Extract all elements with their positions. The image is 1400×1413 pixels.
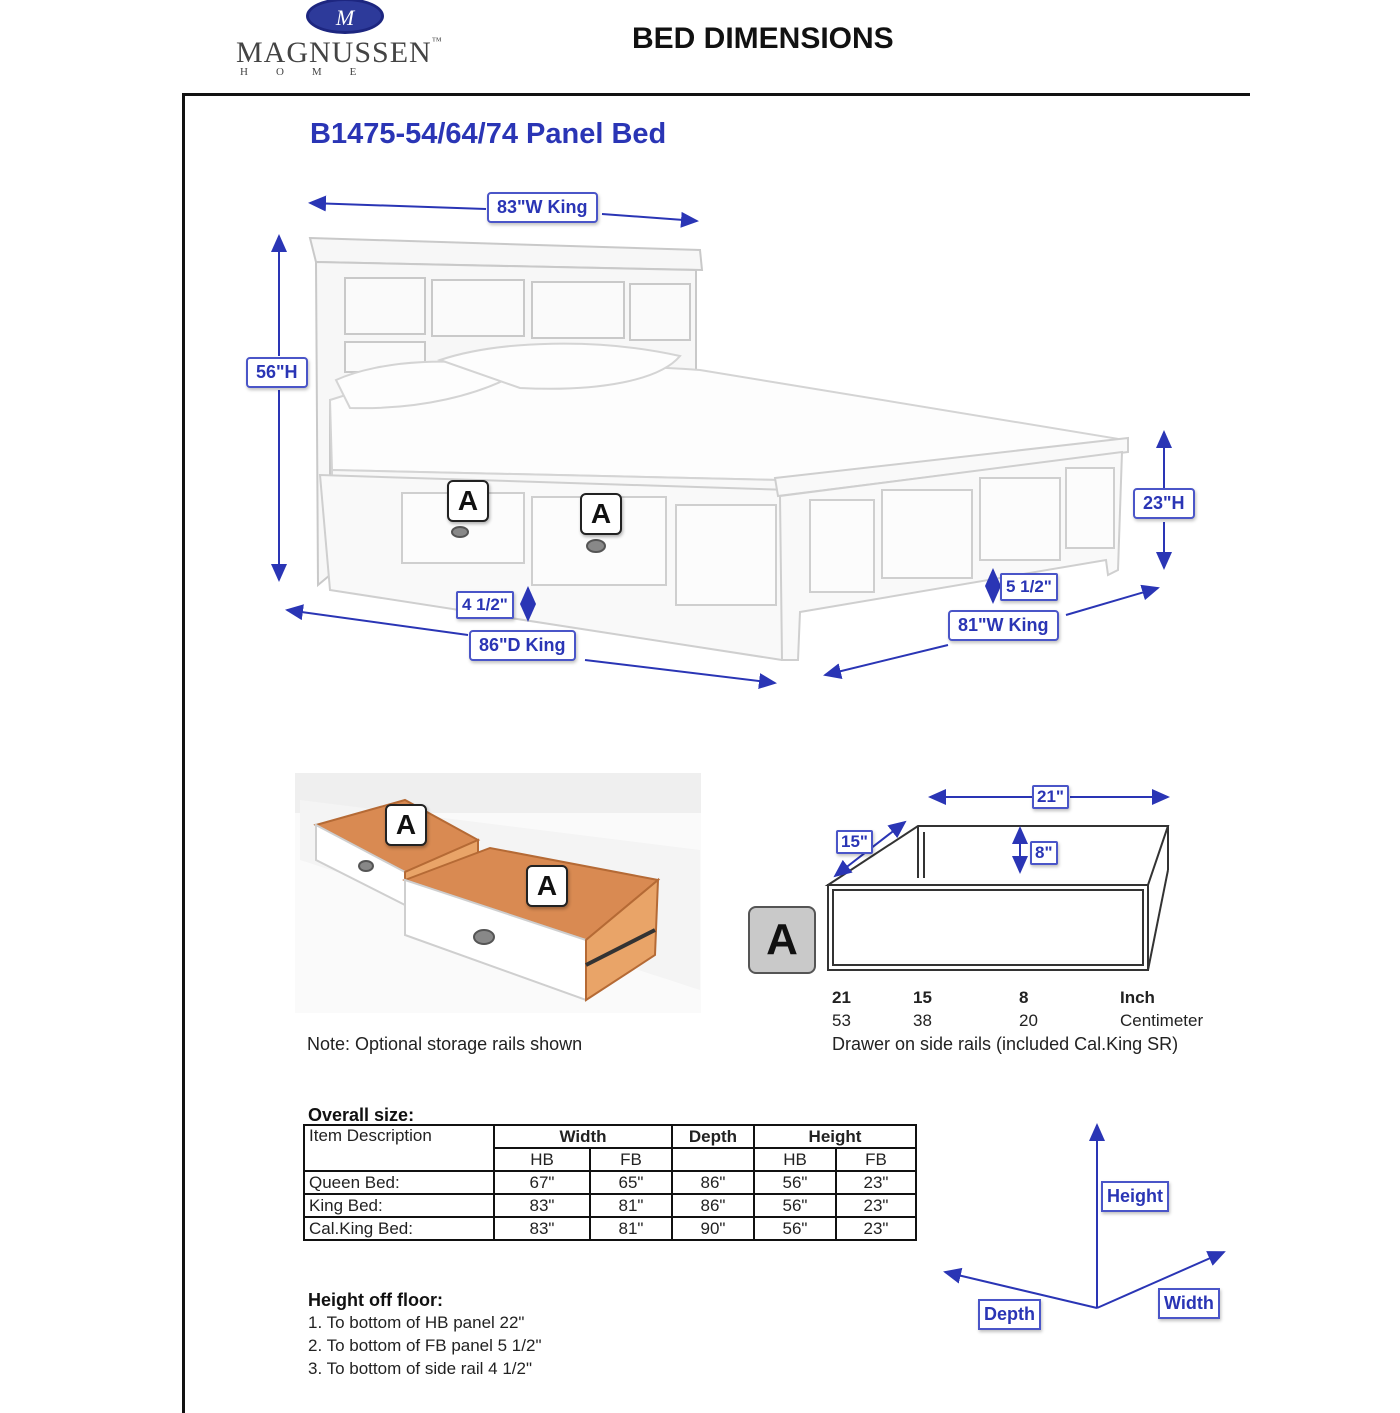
axis-diagram: [945, 1125, 1224, 1308]
drawer-note: Drawer on side rails (included Cal.King SR): [832, 1034, 1179, 1054]
height-off-floor-title: Height off floor:: [308, 1290, 443, 1310]
col-item-description: Item Description: [304, 1125, 494, 1171]
col-height-hb: HB: [754, 1148, 836, 1171]
overall-size-table: [303, 1124, 917, 1241]
overall-size-title: Overall size:: [308, 1105, 415, 1125]
drawer-inch-depth: 15: [913, 988, 932, 1007]
drawer-inch-unit: Inch: [1120, 988, 1155, 1007]
drawer-inch-height: 8: [1019, 988, 1029, 1007]
col-height: Height: [754, 1125, 916, 1148]
drawer-cm-width: 53: [832, 1011, 851, 1030]
col-width-hb: HB: [494, 1148, 590, 1171]
row-item: Cal.King Bed:: [304, 1217, 494, 1240]
callout-a: A: [526, 865, 568, 907]
storage-note: Note: Optional storage rails shown: [307, 1034, 583, 1054]
cell-width-hb: 83": [494, 1194, 590, 1217]
callout-a-large: A: [748, 906, 816, 974]
col-width: Width: [494, 1125, 672, 1148]
dim-footboard-height: 23"H: [1133, 488, 1195, 519]
axis-depth-label: Depth: [978, 1299, 1041, 1330]
callout-a: A: [580, 493, 622, 535]
table-row: [304, 1217, 916, 1240]
drawer-inch-width: 21: [832, 988, 851, 1007]
product-title: B1475-54/64/74 Panel Bed: [310, 118, 667, 150]
dim-bed-depth: 86"D King: [469, 630, 576, 661]
cell-height-hb: 56": [754, 1194, 836, 1217]
table-row: [304, 1171, 916, 1194]
cell-height-fb: 23": [836, 1217, 916, 1240]
drawer-photo: [295, 773, 701, 1013]
logo-emblem: M: [306, 0, 384, 34]
drawer-cm-unit: Centimeter: [1120, 1011, 1204, 1030]
cell-height-hb: 56": [754, 1217, 836, 1240]
callout-a: A: [385, 804, 427, 846]
list-item: 2. To bottom of FB panel 5 1/2": [308, 1336, 542, 1355]
cell-height-hb: 56": [754, 1171, 836, 1194]
dim-headboard-width: 83"W King: [487, 192, 598, 223]
cell-width-fb: 65": [590, 1171, 672, 1194]
drawer-width-label: 21": [1032, 785, 1069, 809]
drawer-height-label: 8": [1030, 841, 1058, 865]
logo-subtitle: HOME: [240, 66, 385, 78]
dim-footboard-width: 81"W King: [948, 610, 1059, 641]
callout-a: A: [447, 480, 489, 522]
dim-footboard-gap: 5 1/2": [1000, 573, 1058, 601]
row-item: Queen Bed:: [304, 1171, 494, 1194]
drawer-diagram: [828, 826, 1168, 970]
drawer-depth-label: 15": [836, 830, 873, 854]
row-item: King Bed:: [304, 1194, 494, 1217]
axis-height-label: Height: [1101, 1181, 1169, 1212]
drawer-dimension-arrows: [835, 797, 1168, 876]
cell-width-fb: 81": [590, 1194, 672, 1217]
col-depth: Depth: [672, 1125, 754, 1148]
col-height-fb: FB: [836, 1148, 916, 1171]
list-item: 3. To bottom of side rail 4 1/2": [308, 1359, 533, 1378]
logo-wordmark: MAGNUSSEN™: [236, 36, 443, 69]
cell-depth: 86": [672, 1194, 754, 1217]
table-row: [304, 1194, 916, 1217]
drawer-cm-depth: 38: [913, 1011, 932, 1030]
list-item: 1. To bottom of HB panel 22": [308, 1313, 525, 1332]
page-title: BED DIMENSIONS: [632, 22, 894, 55]
cell-width-hb: 67": [494, 1171, 590, 1194]
col-width-fb: FB: [590, 1148, 672, 1171]
drawer-cm-height: 20: [1019, 1011, 1038, 1030]
dim-side-rail-gap: 4 1/2": [456, 591, 514, 619]
axis-width-label: Width: [1158, 1288, 1220, 1319]
col-depth-blank: [672, 1148, 754, 1171]
cell-depth: 86": [672, 1171, 754, 1194]
cell-width-hb: 83": [494, 1217, 590, 1240]
cell-depth: 90": [672, 1217, 754, 1240]
cell-height-fb: 23": [836, 1171, 916, 1194]
dim-headboard-height: 56"H: [246, 357, 308, 388]
cell-height-fb: 23": [836, 1194, 916, 1217]
cell-width-fb: 81": [590, 1217, 672, 1240]
